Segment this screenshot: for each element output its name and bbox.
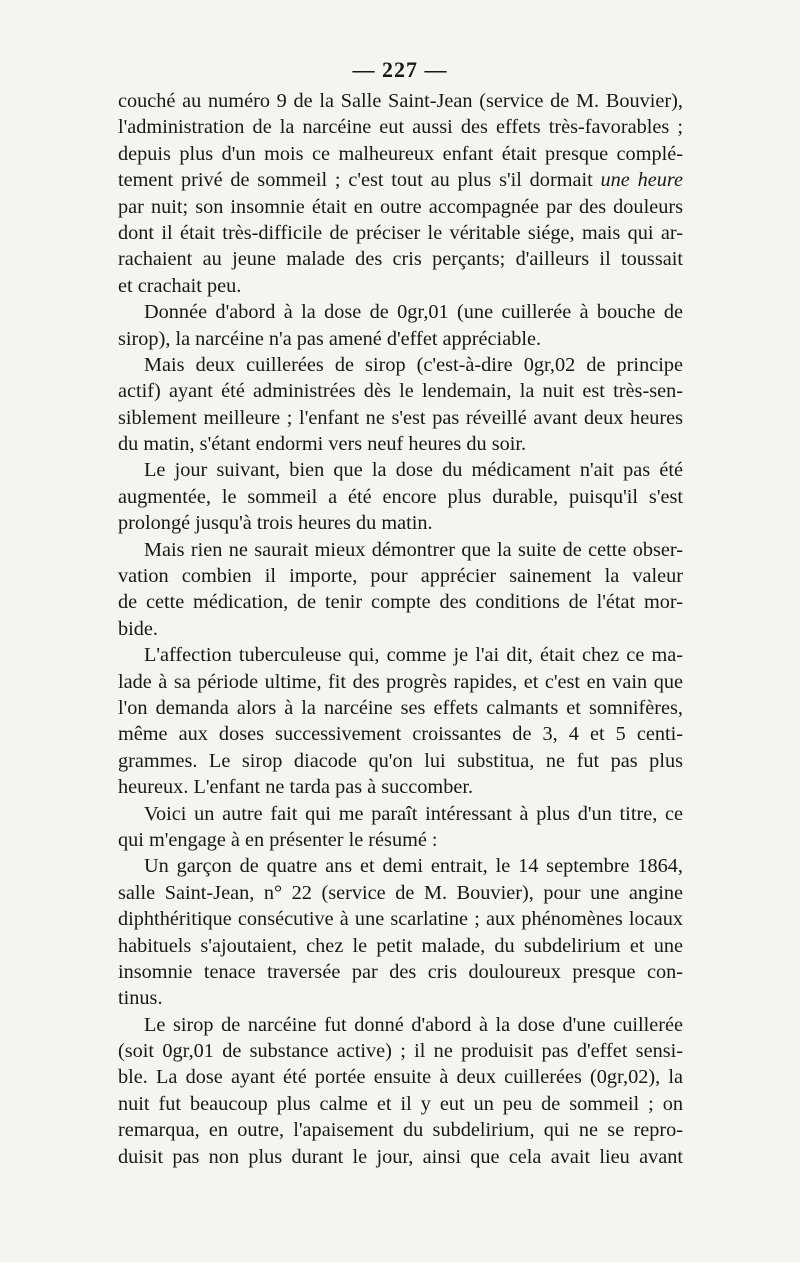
text-line: prolongé jusqu'à trois heures du matin. [118,512,433,535]
text-line: l'administration de la narcéine eut aussi des effets très-favorables ; [118,116,683,139]
text-line: (soit 0gr,01 de substance active) ; il ne produisit pas d'effet sensi- [118,1040,683,1063]
text-line: Un garçon de quatre ans et demi entrait, le 14 septembre 1864, [144,855,683,878]
text-line: bide. [118,617,158,640]
text-line: tement privé de sommeil ; c'est tout au plus s'il dormait une heure [118,169,683,192]
text-line: de cette médication, de tenir compte des conditions de l'état mor- [118,591,683,614]
body-text [118,88,683,1170]
text-line: dont il était très-difficile de préciser le véritable siége, mais qui ar- [118,221,683,244]
text-line: habituels s'ajoutaient, chez le petit malade, du subdelirium et une [118,934,683,957]
text-line: et crachait peu. [118,274,242,297]
text-line: tinus. [118,987,163,1010]
page-number: — 227 — [352,57,448,82]
text-line: du matin, s'étant endormi vers neuf heures du soir. [118,433,527,456]
text-line: couché au numéro 9 de la Salle Saint-Jean (service de M. Bouvier), [118,90,683,112]
emphasis: une heure [600,169,683,192]
text-line: depuis plus d'un mois ce malheureux enfant était presque complé- [118,142,683,165]
text-line: actif) ayant été administrées dès le lendemain, la nuit est très-sen- [118,380,683,403]
text-line: même aux doses successivement croissantes de 3, 4 et 5 centi- [118,723,683,746]
text-line: Voici un autre fait qui me paraît intéressant à plus d'un titre, ce [144,802,683,825]
text-line: Mais deux cuillerées de sirop (c'est-à-dire 0gr,02 de principe [144,353,683,376]
text-line: vation combien il importe, pour apprécier sainement la valeur [118,565,683,588]
text-line: qui m'engage à en présenter le résumé : [118,828,438,851]
text-line: Le sirop de narcéine fut donné d'abord à la dose d'une cuillerée [144,1013,683,1036]
text-line: heureux. L'enfant ne tarda pas à succomber. [118,776,474,799]
text-line: Le jour suivant, bien que la dose du médicament n'ait pas été [144,459,683,482]
text-line: lade à sa période ultime, fit des progrès rapides, et c'est en vain que [118,670,683,693]
text-line: Mais rien ne saurait mieux démontrer que la suite de cette obser- [144,538,683,561]
text-line: insomnie tenace traversée par des cris douloureux presque con- [118,960,683,983]
text-line: duisit pas non plus durant le jour, ainsi que cela avait lieu avant [118,1145,683,1168]
text-line: augmentée, le sommeil a été encore plus durable, puisqu'il s'est [118,485,683,508]
text-line: ble. La dose ayant été portée ensuite à deux cuillerées (0gr,02), la [118,1066,683,1089]
text-line: nuit fut beaucoup plus calme et il y eut un peu de sommeil ; on [118,1092,683,1115]
text-line: L'affection tuberculeuse qui, comme je l'ai dit, était chez ce ma- [144,644,683,667]
text-line: grammes. Le sirop diacode qu'on lui substitua, ne fut pas plus [118,749,683,772]
text-line: par nuit; son insomnie était en outre accompagnée par des douleurs [118,195,683,218]
text-line: l'on demanda alors à la narcéine ses effets calmants et somnifères, [118,696,683,719]
text-line: salle Saint-Jean, n° 22 (service de M. Bouvier), pour une angine [118,881,683,904]
text-line: rachaient au jeune malade des cris perçants; d'ailleurs il toussait [118,248,683,271]
text-line: siblement meilleure ; l'enfant ne s'est pas réveillé avant deux heures [118,406,683,429]
text-line: diphthéritique consécutive à une scarlatine ; aux phénomènes locaux [118,908,683,931]
text-line: remarqua, en outre, l'apaisement du subdelirium, qui ne se repro- [118,1119,683,1142]
text-line: sirop), la narcéine n'a pas amené d'effet appréciable. [118,327,542,350]
text-line: Donnée d'abord à la dose de 0gr,01 (une cuillerée à bouche de [144,301,683,324]
